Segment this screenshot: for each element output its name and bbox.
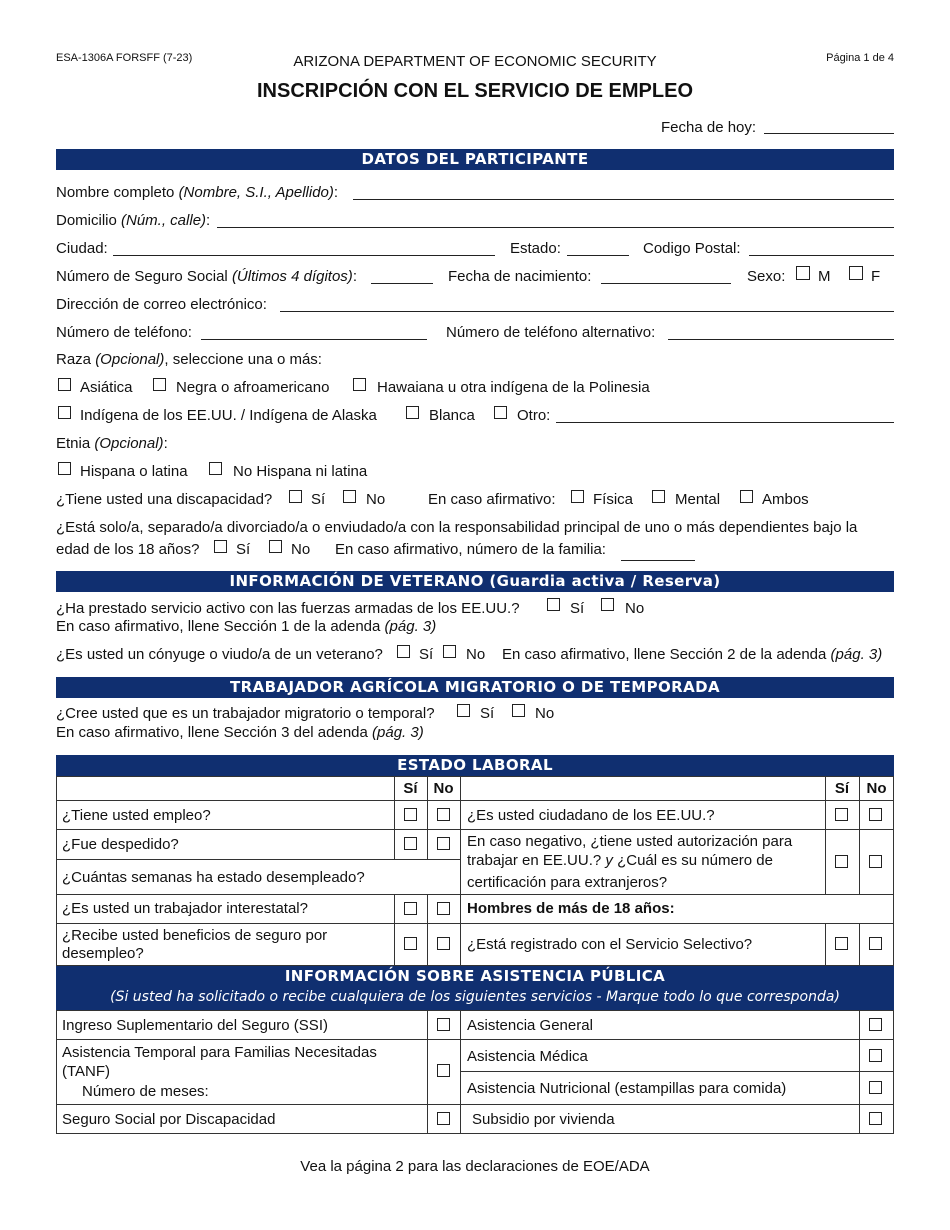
race-other-checkbox[interactable] <box>494 406 507 419</box>
state-label: Estado: <box>510 240 561 257</box>
disability-if-yes: En caso afirmativo: <box>428 491 556 508</box>
sex-m-checkbox[interactable] <box>796 266 810 280</box>
dis-both-label: Ambos <box>762 491 809 508</box>
asst-general-checkbox[interactable] <box>869 1018 882 1031</box>
migrant-yes-label: Sí <box>480 705 495 722</box>
emp-col-yes-right: Sí <box>834 780 850 797</box>
dob-field[interactable] <box>601 283 731 284</box>
emp-col-divider <box>394 894 395 966</box>
emp-interstate-q: ¿Es usted un trabajador interestatal? <box>62 900 308 917</box>
phone-label: Número de teléfono: <box>56 324 192 341</box>
emp-col-no: No <box>433 780 454 797</box>
emp-selective-no-checkbox[interactable] <box>869 937 882 950</box>
email-field[interactable] <box>280 311 894 312</box>
emp-selective-yes-checkbox[interactable] <box>835 937 848 950</box>
single-parent-yes-checkbox[interactable] <box>214 540 227 553</box>
date-field[interactable] <box>764 133 894 134</box>
emp-work-auth-q: En caso negativo, ¿tiene usted autorización para <box>467 833 793 850</box>
emp-row-divider <box>56 923 894 924</box>
section-participant: DATOS DEL PARTICIPANTE <box>56 149 894 170</box>
single-parent-no-checkbox[interactable] <box>269 540 282 553</box>
asst-medical-checkbox[interactable] <box>869 1049 882 1062</box>
page-number: Página 1 de 4 <box>826 52 894 64</box>
form-title: INSCRIPCIÓN CON EL SERVICIO DE EMPLEO <box>257 80 693 102</box>
emp-row-divider <box>56 800 894 801</box>
dis-physical-label: Física <box>593 491 634 508</box>
zip-field[interactable] <box>749 255 894 256</box>
emp-interstate-no-checkbox[interactable] <box>437 902 450 915</box>
emp-work-auth-no-checkbox[interactable] <box>869 855 882 868</box>
dis-mental-checkbox[interactable] <box>652 490 665 503</box>
race-hawaiian-checkbox[interactable] <box>353 378 366 391</box>
emp-row-divider <box>56 829 894 830</box>
emp-selective-service-q: ¿Está registrado con el Servicio Selectivo? <box>467 936 753 953</box>
form-id: ESA-1306A FORSFF (7-23) <box>56 52 193 64</box>
race-asian-checkbox[interactable] <box>58 378 71 391</box>
emp-row-divider <box>56 859 460 860</box>
emp-citizen-no-checkbox[interactable] <box>869 808 882 821</box>
dis-mental-label: Mental <box>675 491 721 508</box>
emp-work-auth-q-cont: trabajar en EE.UU.? y ¿Cuál es su número de <box>467 852 773 869</box>
asst-row-divider <box>56 1104 894 1105</box>
sex-f-label: F <box>871 268 881 285</box>
veteran-q2-no-label: No <box>466 646 486 663</box>
emp-employed-q: ¿Tiene usted empleo? <box>62 807 211 824</box>
sex-label: Sexo: <box>747 268 786 285</box>
race-native-label: Indígena de los EE.UU. / Indígena de Alaska <box>80 407 377 424</box>
emp-citizen-yes-checkbox[interactable] <box>835 808 848 821</box>
asst-tanf-label: Asistencia Temporal para Familias Necesitadas <box>62 1044 377 1061</box>
eth-hispanic-label: Hispana o latina <box>80 463 188 480</box>
ssn-field[interactable] <box>371 283 433 284</box>
emp-ui-benefits-q: ¿Recibe usted beneficios de seguro por <box>62 927 328 944</box>
agency-name: ARIZONA DEPARTMENT OF ECONOMIC SECURITY <box>293 53 657 70</box>
emp-col-divider <box>825 923 826 966</box>
asst-row-divider <box>460 1071 894 1072</box>
race-white-label: Blanca <box>429 407 475 424</box>
asst-housing-checkbox[interactable] <box>869 1112 882 1125</box>
race-black-checkbox[interactable] <box>153 378 166 391</box>
date-label: Fecha de hoy: <box>661 119 757 136</box>
full-name-field[interactable] <box>353 199 894 200</box>
emp-citizen-q: ¿Es usted ciudadano de los EE.UU.? <box>467 807 715 824</box>
single-parent-yes-label: Sí <box>236 541 251 558</box>
sex-m-label: M <box>818 268 831 285</box>
eth-non-hispanic-label: No Hispana ni latina <box>233 463 368 480</box>
race-native-checkbox[interactable] <box>58 406 71 419</box>
asst-col-divider <box>460 1010 461 1134</box>
veteran-q1-note: En caso afirmativo, llene Sección 1 de la adenda (pág. 3) <box>56 618 437 635</box>
alt-phone-field[interactable] <box>668 339 894 340</box>
city-label: Ciudad: <box>56 240 108 257</box>
eth-non-hispanic-checkbox[interactable] <box>209 462 222 475</box>
emp-employed-yes-checkbox[interactable] <box>404 808 417 821</box>
emp-ui-benefits-no-checkbox[interactable] <box>437 937 450 950</box>
dis-physical-checkbox[interactable] <box>571 490 584 503</box>
family-count-field[interactable] <box>621 560 695 561</box>
disability-no-checkbox[interactable] <box>343 490 356 503</box>
email-label: Dirección de correo electrónico: <box>56 296 267 313</box>
emp-weeks-q: ¿Cuántas semanas ha estado desempleado? <box>62 869 365 886</box>
veteran-q1-no-checkbox[interactable] <box>601 598 614 611</box>
veteran-q2-yes-checkbox[interactable] <box>397 645 410 658</box>
veteran-q1-no-label: No <box>625 600 645 617</box>
emp-col-no-right: No <box>866 780 887 797</box>
race-white-checkbox[interactable] <box>406 406 419 419</box>
asst-nutrition-checkbox[interactable] <box>869 1081 882 1094</box>
single-parent-question-cont: edad de los 18 años? <box>56 541 200 558</box>
emp-col-yes: Sí <box>403 780 418 797</box>
ethnicity-label: Etnia (Opcional): <box>56 435 168 452</box>
veteran-q2-yes-label: Sí <box>419 646 434 663</box>
disability-yes-checkbox[interactable] <box>289 490 302 503</box>
single-parent-no-label: No <box>291 541 311 558</box>
full-name-label: Nombre completo (Nombre, S.I., Apellido): <box>56 184 339 201</box>
emp-ui-benefits-yes-checkbox[interactable] <box>404 937 417 950</box>
address-field[interactable] <box>217 227 894 228</box>
veteran-q2: ¿Es usted un cónyuge o viudo/a de un veterano? <box>56 646 383 663</box>
emp-fired-yes-checkbox[interactable] <box>404 837 417 850</box>
dis-both-checkbox[interactable] <box>740 490 753 503</box>
race-hawaiian-label: Hawaiana u otra indígena de la Polinesia <box>377 379 650 396</box>
city-field[interactable] <box>113 255 495 256</box>
footer-note: Vea la página 2 para las declaraciones de EOE/ADA <box>300 1158 650 1175</box>
alt-phone-label: Número de teléfono alternativo: <box>446 324 656 341</box>
emp-fired-no-checkbox[interactable] <box>437 837 450 850</box>
emp-work-auth-yes-checkbox[interactable] <box>835 855 848 868</box>
zip-label: Codigo Postal: <box>643 240 741 257</box>
migrant-yes-checkbox[interactable] <box>457 704 470 717</box>
asst-housing-label: Subsidio por vivienda <box>472 1111 615 1128</box>
section-migrant: TRABAJADOR AGRÍCOLA MIGRATORIO O DE TEMPORADA <box>56 677 894 698</box>
emp-work-auth-q-cont2: certificación para extranjeros? <box>467 874 668 891</box>
asst-col-divider <box>859 1010 860 1134</box>
asst-row-divider <box>56 1039 894 1040</box>
eth-hispanic-checkbox[interactable] <box>58 462 71 475</box>
ssn-label: Número de Seguro Social (Últimos 4 dígitos): <box>56 268 357 285</box>
veteran-q1-yes-label: Sí <box>570 600 585 617</box>
assistance-title: INFORMACIÓN SOBRE ASISTENCIA PÚBLICA <box>284 967 666 985</box>
section-veteran: INFORMACIÓN DE VETERANO (Guardia activa / Reserva) <box>56 571 894 592</box>
race-label: Raza (Opcional), seleccione una o más: <box>56 351 322 368</box>
single-parent-question: ¿Está solo/a, separado/a divorciado/a o enviudado/a con la responsabilidad principal de uno o más dependientes bajo la <box>56 519 858 536</box>
race-other-label: Otro: <box>517 407 551 424</box>
dob-label: Fecha de nacimiento: <box>448 268 592 285</box>
asst-nutrition-label: Asistencia Nutricional (estampillas para comida) <box>467 1080 787 1097</box>
emp-col-divider <box>427 894 428 966</box>
emp-row-divider <box>56 894 894 895</box>
migrant-no-checkbox[interactable] <box>512 704 525 717</box>
phone-field[interactable] <box>201 339 427 340</box>
emp-interstate-yes-checkbox[interactable] <box>404 902 417 915</box>
disability-no-label: No <box>366 491 386 508</box>
asst-tanf-checkbox[interactable] <box>437 1064 450 1077</box>
asst-tanf-months-label: Número de meses: <box>82 1083 209 1100</box>
migrant-question: ¿Cree usted que es un trabajador migratorio o temporal? <box>56 705 435 722</box>
asst-tanf-label-cont: (TANF) <box>62 1063 111 1080</box>
state-field[interactable] <box>567 255 629 256</box>
migrant-note: En caso afirmativo, llene Sección 3 del adenda (pág. 3) <box>56 724 424 741</box>
emp-males-heading: Hombres de más de 18 años: <box>467 900 675 917</box>
sex-f-checkbox[interactable] <box>849 266 863 280</box>
disability-question: ¿Tiene usted una discapacidad? <box>56 491 273 508</box>
asst-ssdi-checkbox[interactable] <box>437 1112 450 1125</box>
race-black-label: Negra o afroamericano <box>176 379 330 396</box>
emp-ui-benefits-q-cont: desempleo? <box>62 945 144 962</box>
asst-ssdi-label: Seguro Social por Discapacidad <box>62 1111 276 1128</box>
emp-employed-no-checkbox[interactable] <box>437 808 450 821</box>
assistance-subtitle: (Si usted ha solicitado o recibe cualquiera de los siguientes servicios - Marque todo lo que corresponda) <box>110 989 840 1005</box>
emp-col-divider <box>460 776 461 966</box>
race-asian-label: Asiática <box>80 379 133 396</box>
veteran-q2-note: En caso afirmativo, llene Sección 2 de la adenda (pág. 3) <box>502 646 883 663</box>
disability-yes-label: Sí <box>311 491 326 508</box>
emp-fired-q: ¿Fue despedido? <box>62 836 179 853</box>
section-employment: ESTADO LABORAL <box>56 755 894 776</box>
family-count-label: En caso afirmativo, número de la familia: <box>335 541 606 558</box>
asst-ssi-label: Ingreso Suplementario del Seguro (SSI) <box>62 1017 328 1034</box>
race-other-field[interactable] <box>556 422 894 423</box>
veteran-q1-yes-checkbox[interactable] <box>547 598 560 611</box>
address-label: Domicilio (Núm., calle): <box>56 212 211 229</box>
veteran-q2-no-checkbox[interactable] <box>443 645 456 658</box>
asst-col-divider <box>427 1010 428 1134</box>
section-assistance <box>56 966 894 1010</box>
asst-general-label: Asistencia General <box>467 1017 593 1034</box>
asst-ssi-checkbox[interactable] <box>437 1018 450 1031</box>
veteran-q1: ¿Ha prestado servicio activo con las fuerzas armadas de los EE.UU.? <box>56 600 520 617</box>
asst-medical-label: Asistencia Médica <box>467 1048 588 1065</box>
emp-col-divider <box>859 923 860 966</box>
migrant-no-label: No <box>535 705 555 722</box>
